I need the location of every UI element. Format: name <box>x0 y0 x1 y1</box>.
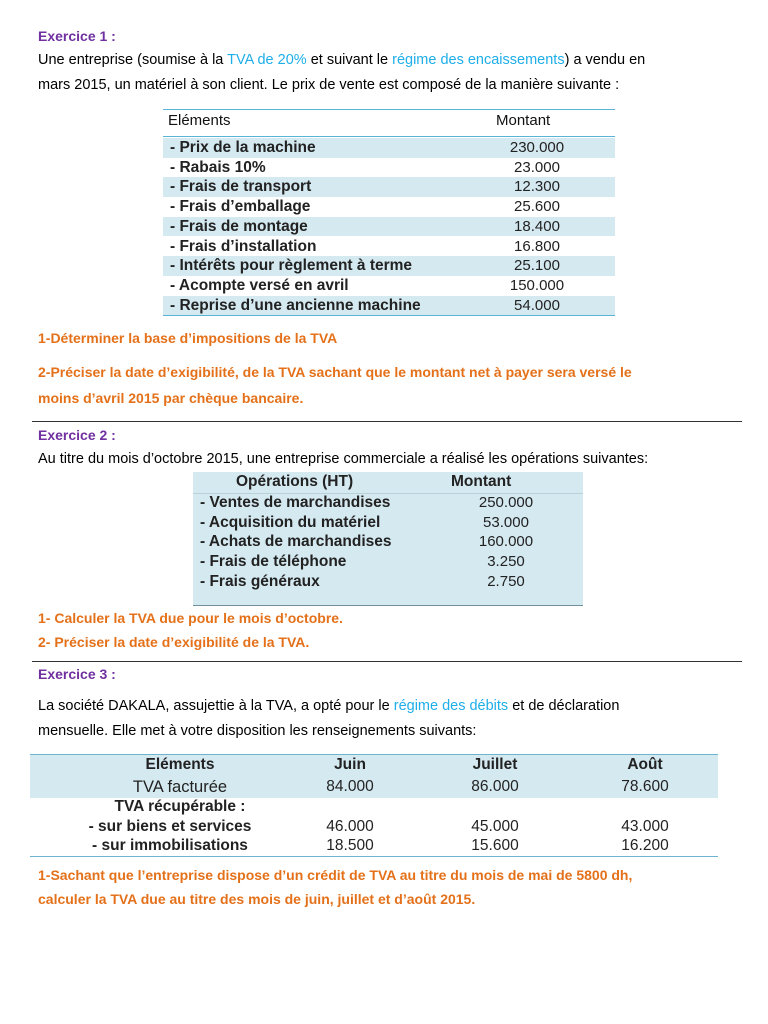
table-row <box>193 572 583 592</box>
row-label: - Prix de la machine <box>170 139 316 156</box>
table-row <box>193 532 583 552</box>
table-row <box>163 158 615 178</box>
row-value: 12.300 <box>514 178 560 196</box>
column-header-elements: Eléments <box>145 756 215 773</box>
row-value: 18.500 <box>326 837 374 854</box>
exercise-2-question-1: 1- Calculer la TVA due pour le mois d’octobre. <box>38 610 343 626</box>
highlight-tva-rate: TVA de 20% <box>227 52 307 68</box>
column-header-juillet: Juillet <box>472 756 518 773</box>
column-header-operations: Opérations (HT) <box>236 473 354 490</box>
table-row <box>193 493 583 513</box>
exercise-1-question-2-line-2: moins d’avril 2015 par chèque bancaire. <box>38 390 304 406</box>
table-row <box>163 256 615 276</box>
column-header-aout: Août <box>627 756 663 773</box>
row-label: - Reprise d’une ancienne machine <box>170 296 421 314</box>
row-label: - Rabais 10% <box>170 158 266 176</box>
table-row <box>193 552 583 572</box>
row-value: 53.000 <box>483 513 529 531</box>
table-header-row <box>193 472 583 494</box>
exercise-1-question-2-line-1: 2-Préciser la date d’exigibilité, de la TVA sachant que le montant net à payer sera versé le <box>38 364 632 380</box>
exercise-3-question-line-2: calculer la TVA due au titre des mois de juin, juillet et d’août 2015. <box>38 891 476 907</box>
row-value: 16.200 <box>621 837 669 854</box>
table-bottom-rule <box>30 856 718 857</box>
exercise-1-question-1: 1-Déterminer la base d’impositions de la TVA <box>38 330 338 346</box>
row-label: - Frais de téléphone <box>200 553 347 571</box>
table-top-rule <box>163 109 615 110</box>
exercise-3-paragraph-line-1 <box>38 694 619 719</box>
row-value: 150.000 <box>509 276 565 294</box>
table-row <box>163 197 615 217</box>
row-value: 54.000 <box>514 296 560 314</box>
row-value: 18.400 <box>514 217 560 235</box>
text-segment: Une entreprise (soumise à la <box>38 52 228 68</box>
row-label: - Acquisition du matériel <box>200 513 381 531</box>
row-label-biens-services: - sur biens et services <box>88 818 252 835</box>
exercise-3-question-line-1: 1-Sachant que l’entreprise dispose d’un crédit de TVA au titre du mois de mai de 5800 dh, <box>38 867 633 883</box>
exercise-1-title: Exercice 1 : <box>38 28 116 44</box>
row-label: - Achats de marchandises <box>200 533 392 551</box>
row-value: 84.000 <box>326 778 374 795</box>
table-row <box>163 237 615 257</box>
table-row <box>163 296 615 316</box>
row-label-tva-facturee: TVA facturée <box>132 778 228 796</box>
row-value: 45.000 <box>471 818 519 835</box>
row-value: 3.250 <box>487 553 525 571</box>
row-label: - Frais généraux <box>200 572 320 590</box>
exercise-1-paragraph-line-2: mars 2015, un matériel à son client. Le prix de vente est composé de la manière suivante : <box>38 77 620 93</box>
row-label: - Frais de montage <box>170 217 308 235</box>
row-label: - Frais d’installation <box>170 237 317 255</box>
exercise-2-title: Exercice 2 : <box>38 427 116 443</box>
row-value: 86.000 <box>471 778 519 795</box>
row-value: 78.600 <box>621 778 669 795</box>
table-row <box>163 217 615 237</box>
row-label: - Frais de transport <box>170 178 312 196</box>
exercise-3-paragraph-line-2: mensuelle. Elle met à votre disposition les renseignements suivants: <box>38 723 477 739</box>
table-tva-months <box>30 754 718 858</box>
row-value: 2.750 <box>487 572 525 590</box>
text-segment: et de déclaration <box>508 698 620 714</box>
table-row <box>163 138 615 158</box>
column-header-juin: Juin <box>334 756 366 773</box>
row-value: 16.800 <box>514 237 560 255</box>
table-operations <box>193 472 583 606</box>
row-value: 23.000 <box>514 158 560 176</box>
text-segment: La société DAKALA, assujettie à la TVA, a opté pour le <box>38 698 394 714</box>
section-divider <box>32 661 742 662</box>
highlight-regime: régime des débits <box>393 698 509 714</box>
table-row <box>193 513 583 533</box>
section-divider <box>32 421 742 422</box>
exercise-3-title: Exercice 3 : <box>38 666 116 682</box>
highlight-regime: régime des encaissements <box>392 52 565 68</box>
row-value: 250.000 <box>478 494 534 511</box>
text-segment: ) a vendu en <box>564 52 646 68</box>
exercise-1-paragraph-line-1 <box>38 48 645 73</box>
row-value: 46.000 <box>326 818 374 835</box>
table-bottom-rule <box>163 315 615 316</box>
exercise-2-paragraph: Au titre du mois d’octobre 2015, une entreprise commerciale a réalisé les opérations suivantes: <box>38 451 649 467</box>
row-label: - Ventes de marchandises <box>200 494 391 511</box>
row-value: 15.600 <box>471 837 519 854</box>
row-value: 25.100 <box>514 257 560 275</box>
column-header-montant: Montant <box>451 473 512 490</box>
column-header-montant: Montant <box>496 112 551 129</box>
table-row <box>163 177 615 197</box>
column-header-elements: Eléments <box>168 112 231 129</box>
row-label-immobilisations: - sur immobilisations <box>92 837 248 854</box>
row-value: 160.000 <box>478 533 534 551</box>
row-value: 230.000 <box>509 139 565 156</box>
row-value: 25.600 <box>514 198 560 216</box>
table-row <box>163 276 615 296</box>
row-label: - Frais d’emballage <box>170 198 311 216</box>
row-label-tva-recuperable: TVA récupérable : <box>114 798 246 815</box>
exercise-2-question-2: 2- Préciser la date d’exigibilité de la TVA. <box>38 634 310 650</box>
row-value: 43.000 <box>621 818 669 835</box>
row-label: - Acompte versé en avril <box>170 276 349 294</box>
row-label: - Intérêts pour règlement à terme <box>170 257 413 275</box>
table-header-rule <box>163 136 615 137</box>
text-segment: et suivant le <box>306 52 393 68</box>
